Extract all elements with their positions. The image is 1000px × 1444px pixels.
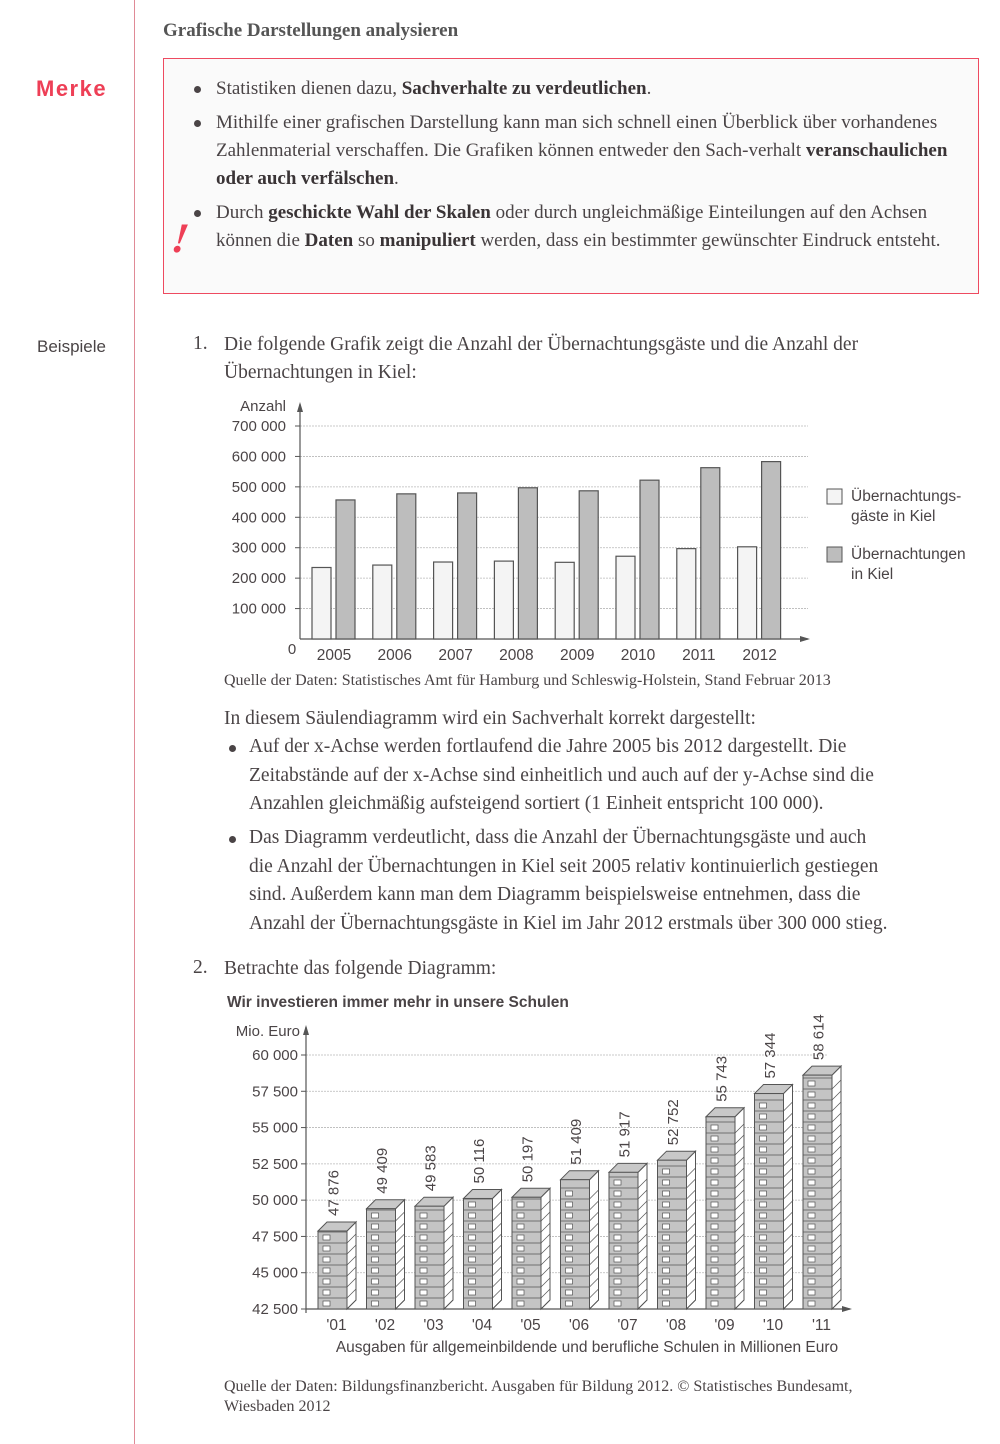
bar-guests (555, 562, 574, 639)
drawer-handle-icon (711, 1301, 718, 1306)
drawer-handle-icon (760, 1103, 767, 1108)
y-tick-label: 52 500 (252, 1155, 298, 1173)
x-tick-label: '09 (714, 1317, 735, 1334)
drawer-handle-icon (566, 1279, 573, 1284)
drawer-handle-icon (469, 1224, 476, 1229)
drawer-handle-icon (614, 1191, 621, 1196)
bar-overnights (640, 480, 659, 639)
y-tick-label: 200 000 (231, 570, 286, 588)
drawer-handle-icon (808, 1114, 815, 1119)
drawer-handle-icon (566, 1235, 573, 1240)
bar-guests (738, 547, 757, 639)
x-tick-label: '02 (374, 1317, 396, 1334)
drawer-handle-icon (760, 1191, 767, 1196)
drawer-handle-icon (566, 1301, 573, 1306)
drawer-handle-icon (663, 1246, 670, 1251)
drawer-handle-icon (760, 1235, 767, 1240)
bar-cabinet (512, 1188, 550, 1309)
bar-cabinet (561, 1171, 599, 1309)
drawer-handle-icon (323, 1290, 330, 1295)
bar-overnights (397, 494, 416, 639)
y-tick-label: 42 500 (252, 1301, 298, 1318)
drawer-handle-icon (420, 1257, 427, 1262)
bar-cabinet (658, 1151, 696, 1309)
text-run: so (353, 230, 380, 251)
bar-front (706, 1117, 735, 1309)
drawer-handle-icon (420, 1235, 427, 1240)
text-run: Durch (216, 202, 269, 223)
drawer-handle-icon (323, 1246, 330, 1251)
drawer-handle-icon (711, 1147, 718, 1152)
drawer-handle-icon (372, 1224, 379, 1229)
bullet-icon (229, 836, 236, 843)
drawer-handle-icon (372, 1246, 379, 1251)
drawer-handle-icon (469, 1202, 476, 1207)
bar-side (832, 1066, 841, 1309)
drawer-handle-icon (420, 1213, 427, 1218)
y-tick-label: 400 000 (231, 509, 286, 527)
bar-side (638, 1163, 647, 1309)
x-tick-label: 2008 (499, 647, 534, 664)
drawer-handle-icon (614, 1235, 621, 1240)
drawer-handle-icon (760, 1158, 767, 1163)
value-label: 57 344 (762, 1032, 779, 1079)
x-tick-label: '06 (568, 1317, 590, 1334)
beispiele-label: Beispiele (37, 337, 106, 356)
drawer-handle-icon (614, 1257, 621, 1262)
drawer-handle-icon (372, 1235, 379, 1240)
legend-label: Übernachtungs- (851, 488, 962, 505)
drawer-handle-icon (566, 1213, 573, 1218)
emphasis-text: manipuliert (379, 230, 476, 251)
bar-guests (494, 561, 513, 639)
drawer-handle-icon (808, 1191, 815, 1196)
drawer-handle-icon (808, 1224, 815, 1229)
x-tick-label: 2011 (682, 647, 716, 664)
drawer-handle-icon (614, 1301, 621, 1306)
drawer-handle-icon (566, 1268, 573, 1273)
drawer-handle-icon (614, 1268, 621, 1273)
value-label: 52 752 (665, 1099, 682, 1146)
x-tick-label: 2007 (438, 647, 473, 664)
bar-cabinet (464, 1189, 502, 1309)
drawer-handle-icon (614, 1246, 621, 1251)
drawer-handle-icon (711, 1202, 718, 1207)
drawer-handle-icon (711, 1268, 718, 1273)
emphasis-text: veranschaulichen oder auch verfälschen (216, 140, 948, 189)
drawer-handle-icon (469, 1290, 476, 1295)
drawer-handle-icon (808, 1279, 815, 1284)
drawer-handle-icon (808, 1169, 815, 1174)
drawer-handle-icon (372, 1290, 379, 1295)
drawer-handle-icon (517, 1268, 524, 1273)
value-label: 49 409 (374, 1147, 391, 1194)
drawer-handle-icon (517, 1213, 524, 1218)
drawer-handle-icon (566, 1202, 573, 1207)
x-tick-label: '07 (617, 1317, 638, 1334)
text-line: die Anzahl der Übernachtungen in Kiel seit 2005 relativ kontinuierlich gestiegen (249, 855, 879, 877)
drawer-handle-icon (711, 1158, 718, 1163)
x-tick-label: '10 (762, 1317, 784, 1334)
drawer-handle-icon (711, 1279, 718, 1284)
drawer-handle-icon (323, 1257, 330, 1262)
drawer-handle-icon (420, 1268, 427, 1273)
example-number: 1. (193, 333, 208, 354)
text-run: . (394, 168, 399, 189)
drawer-handle-icon (614, 1279, 621, 1284)
drawer-handle-icon (517, 1301, 524, 1306)
example2-intro: Betrachte das folgende Diagramm: (224, 958, 497, 979)
drawer-handle-icon (469, 1246, 476, 1251)
x-tick-label: 2006 (377, 647, 413, 664)
drawer-handle-icon (469, 1257, 476, 1262)
x-tick-label: 2005 (316, 647, 352, 664)
drawer-handle-icon (420, 1290, 427, 1295)
x-axis-label: Ausgaben für allgemeinbildende und berufliche Schulen in Millionen Euro (335, 1339, 839, 1356)
bar-cabinet (415, 1197, 453, 1309)
bar-cabinet (367, 1200, 405, 1309)
drawer-handle-icon (760, 1246, 767, 1251)
merke-item (216, 75, 958, 103)
text-run: . (646, 78, 652, 99)
x-axis-arrow-icon (800, 636, 810, 642)
drawer-handle-icon (614, 1202, 621, 1207)
drawer-handle-icon (760, 1268, 767, 1273)
drawer-handle-icon (420, 1301, 427, 1306)
text-line: Das Diagramm verdeutlicht, dass die Anzahl der Übernachtungsgäste und auch (249, 827, 867, 848)
text-line: Auf der x-Achse werden fortlaufend die Jahre 2005 bis 2012 dargestellt. Die (249, 736, 847, 757)
drawer-handle-icon (808, 1158, 815, 1163)
emphasis-text: Daten (304, 230, 354, 251)
drawer-handle-icon (663, 1224, 670, 1229)
drawer-handle-icon (517, 1279, 524, 1284)
text-run: werden, dass ein bestimmter gewünschter Eindruck entsteht. (475, 230, 941, 251)
legend-label: gäste in Kiel (851, 508, 936, 525)
drawer-handle-icon (760, 1202, 767, 1207)
drawer-handle-icon (323, 1301, 330, 1306)
bullet-icon (194, 120, 201, 127)
x-tick-label: '05 (520, 1317, 541, 1334)
drawer-handle-icon (808, 1125, 815, 1130)
value-label: 49 583 (422, 1145, 440, 1192)
drawer-handle-icon (663, 1235, 670, 1240)
bar-front (367, 1209, 396, 1309)
value-label: 50 197 (519, 1136, 537, 1183)
legend-label: in Kiel (851, 566, 894, 583)
drawer-handle-icon (663, 1301, 670, 1306)
drawer-handle-icon (517, 1224, 524, 1229)
bar-overnights (518, 488, 537, 639)
bar-side (541, 1188, 550, 1309)
bar-cabinet (755, 1085, 793, 1309)
bar-front (512, 1197, 541, 1309)
y-tick-label: 57 500 (252, 1083, 298, 1101)
x-tick-label: '04 (471, 1317, 493, 1334)
legend-label: Übernachtungen (851, 546, 966, 563)
drawer-handle-icon (760, 1301, 767, 1306)
drawer-handle-icon (760, 1290, 767, 1295)
drawer-handle-icon (614, 1224, 621, 1229)
drawer-handle-icon (372, 1279, 379, 1284)
text-line: Zeitabstände auf der x-Achse sind einheitlich und auch auf der y-Achse sind die (249, 764, 874, 786)
drawer-handle-icon (711, 1169, 718, 1174)
y-tick-label: 60 000 (252, 1047, 298, 1064)
bar-front (609, 1172, 638, 1309)
x-tick-label: '08 (665, 1317, 687, 1334)
drawer-handle-icon (517, 1202, 524, 1207)
bullet-icon (229, 745, 236, 752)
drawer-handle-icon (566, 1290, 573, 1295)
bar-overnights (701, 468, 720, 639)
drawer-handle-icon (323, 1235, 330, 1240)
analysis-bullet (249, 824, 989, 938)
drawer-handle-icon (420, 1224, 427, 1229)
drawer-handle-icon (566, 1191, 573, 1196)
value-label: 58 614 (810, 1014, 828, 1061)
drawer-handle-icon (372, 1257, 379, 1262)
drawer-handle-icon (663, 1191, 670, 1196)
drawer-handle-icon (808, 1103, 815, 1108)
value-label: 50 116 (471, 1138, 488, 1184)
drawer-handle-icon (760, 1213, 767, 1218)
bar-cabinet (706, 1108, 744, 1309)
drawer-handle-icon (760, 1147, 767, 1152)
y-tick-label: 50 000 (252, 1192, 298, 1210)
drawer-handle-icon (760, 1180, 767, 1185)
drawer-handle-icon (808, 1147, 815, 1152)
merke-item (216, 199, 958, 255)
text-line: Anzahl der Übernachtungsgäste in Kiel im Jahr 2012 erstmals über 300 000 stieg. (249, 912, 888, 934)
bar-overnights (458, 493, 477, 639)
emphasis-text: geschickte Wahl der Skalen (268, 202, 491, 223)
drawer-handle-icon (372, 1268, 379, 1273)
drawer-handle-icon (711, 1224, 718, 1229)
y-tick-label: 45 000 (252, 1264, 298, 1282)
chart-title: Wir investieren immer mehr in unsere Schulen (227, 994, 569, 1011)
value-label: 51 917 (616, 1111, 634, 1158)
drawer-handle-icon (711, 1180, 718, 1185)
bar-guests (373, 565, 392, 639)
drawer-handle-icon (663, 1268, 670, 1273)
drawer-handle-icon (469, 1301, 476, 1306)
x-axis-arrow-icon (842, 1306, 852, 1312)
example1-intro-line2: Übernachtungen in Kiel: (224, 362, 417, 383)
drawer-handle-icon (469, 1235, 476, 1240)
drawer-handle-icon (566, 1224, 573, 1229)
drawer-handle-icon (808, 1235, 815, 1240)
y-tick-label: 47 500 (252, 1228, 298, 1246)
warning-icon: ! (168, 216, 192, 262)
drawer-handle-icon (663, 1202, 670, 1207)
drawer-handle-icon (614, 1213, 621, 1218)
y-tick-label: 55 000 (252, 1119, 298, 1137)
x-tick-label: '01 (326, 1317, 347, 1334)
y-tick-label: 700 000 (231, 418, 286, 435)
bar-overnights (762, 462, 781, 639)
bar-overnights (336, 500, 355, 639)
x-tick-label: '11 (811, 1317, 832, 1334)
text-run: Mithilfe einer grafischen Darstellung kann man sich schnell einen Überblick über vorhandenes Zahlenmaterial verschaffen. Die Grafiken können entweder den Sach-verhalt (216, 112, 938, 161)
example2-source-line1: Quelle der Daten: Bildungsfinanzbericht. Ausgaben für Bildung 2012. © Statistisches Bundesamt, (224, 1378, 853, 1395)
drawer-handle-icon (663, 1279, 670, 1284)
bar-cabinet (803, 1066, 841, 1309)
drawer-handle-icon (808, 1268, 815, 1273)
y-axis-arrow-icon (297, 402, 303, 412)
drawer-handle-icon (663, 1213, 670, 1218)
drawer-handle-icon (663, 1257, 670, 1262)
drawer-handle-icon (711, 1125, 718, 1130)
emphasis-text: Sachverhalte zu verdeutlichen (401, 78, 647, 99)
bar-front (803, 1075, 832, 1309)
bar-guests (677, 549, 696, 639)
drawer-handle-icon (566, 1257, 573, 1262)
drawer-handle-icon (808, 1180, 815, 1185)
example-number: 2. (193, 957, 208, 978)
drawer-handle-icon (372, 1213, 379, 1218)
bar-guests (616, 556, 635, 639)
y-axis-label: Anzahl (240, 398, 286, 415)
y-tick-label: 500 000 (231, 478, 286, 496)
bar-cabinet (609, 1163, 647, 1309)
x-tick-label: '03 (423, 1317, 444, 1334)
drawer-handle-icon (808, 1081, 815, 1086)
drawer-handle-icon (517, 1290, 524, 1295)
example2-source-line2: Wiesbaden 2012 (224, 1398, 331, 1415)
y-axis-label: Mio. Euro (235, 1023, 300, 1040)
drawer-handle-icon (711, 1290, 718, 1295)
y-tick-label: 300 000 (231, 539, 286, 557)
drawer-handle-icon (469, 1213, 476, 1218)
drawer-handle-icon (420, 1279, 427, 1284)
drawer-handle-icon (663, 1169, 670, 1174)
x-tick-label: 2009 (559, 647, 595, 664)
drawer-handle-icon (469, 1279, 476, 1284)
value-label: 47 876 (325, 1170, 343, 1216)
drawer-handle-icon (760, 1169, 767, 1174)
bar-front (415, 1206, 444, 1309)
merke-item (216, 109, 958, 193)
drawer-handle-icon (760, 1224, 767, 1229)
chart-overnight-stays (0, 390, 1000, 670)
drawer-handle-icon (711, 1246, 718, 1251)
text-run: oder durch ungleichmäßige Einteilungen auf den Achsen können die (216, 202, 928, 251)
drawer-handle-icon (469, 1268, 476, 1273)
y-axis-arrow-icon (303, 1025, 309, 1035)
drawer-handle-icon (808, 1136, 815, 1141)
bar-cabinet (318, 1222, 356, 1309)
drawer-handle-icon (808, 1257, 815, 1262)
bar-overnights (579, 491, 598, 639)
text-line: sind. Außerdem kann man dem Diagramm beispielsweise entnehmen, dass die (249, 884, 861, 905)
bar-guests (312, 567, 331, 639)
drawer-handle-icon (323, 1279, 330, 1284)
drawer-handle-icon (614, 1290, 621, 1295)
drawer-handle-icon (711, 1213, 718, 1218)
value-label: 51 409 (568, 1118, 585, 1165)
text-line: Anzahlen gleichmäßig aufsteigend sortiert (1 Einheit entspricht 100 000). (249, 793, 824, 814)
example1-intro-line1: Die folgende Grafik zeigt die Anzahl der Übernachtungsgäste und die Anzahl der (224, 334, 859, 355)
drawer-handle-icon (323, 1268, 330, 1273)
x-tick-label: 2010 (620, 647, 656, 664)
drawer-handle-icon (711, 1191, 718, 1196)
analysis-intro: In diesem Säulendiagramm wird ein Sachverhalt korrekt dargestellt: (224, 708, 756, 729)
drawer-handle-icon (808, 1290, 815, 1295)
drawer-handle-icon (711, 1136, 718, 1141)
drawer-handle-icon (420, 1246, 427, 1251)
drawer-handle-icon (517, 1235, 524, 1240)
chart-school-spending (0, 985, 1000, 1370)
drawer-handle-icon (663, 1180, 670, 1185)
drawer-handle-icon (808, 1092, 815, 1097)
drawer-handle-icon (711, 1257, 718, 1262)
bar-front (755, 1094, 784, 1309)
drawer-handle-icon (711, 1235, 718, 1240)
text-run: Statistiken dienen dazu, (216, 78, 402, 99)
drawer-handle-icon (808, 1202, 815, 1207)
y-tick-label: 100 000 (231, 600, 286, 618)
merke-box (163, 58, 979, 294)
drawer-handle-icon (760, 1257, 767, 1262)
page-title: Grafische Darstellungen analysieren (163, 20, 459, 41)
value-label: 55 743 (713, 1055, 731, 1102)
drawer-handle-icon (517, 1246, 524, 1251)
y-tick-label: 0 (287, 641, 297, 658)
drawer-handle-icon (760, 1136, 767, 1141)
drawer-handle-icon (566, 1246, 573, 1251)
drawer-handle-icon (808, 1246, 815, 1251)
y-tick-label: 600 000 (231, 448, 286, 466)
analysis-bullet (249, 733, 989, 819)
drawer-handle-icon (614, 1180, 621, 1185)
legend-swatch (827, 489, 842, 504)
bullet-icon (194, 210, 201, 217)
drawer-handle-icon (372, 1301, 379, 1306)
bar-side (784, 1085, 793, 1309)
drawer-handle-icon (517, 1257, 524, 1262)
x-tick-label: 2012 (742, 647, 777, 664)
drawer-handle-icon (808, 1301, 815, 1306)
drawer-handle-icon (760, 1125, 767, 1130)
bullet-icon (194, 86, 201, 93)
drawer-handle-icon (760, 1279, 767, 1284)
drawer-handle-icon (663, 1290, 670, 1295)
drawer-handle-icon (760, 1114, 767, 1119)
example1-source: Quelle der Daten: Statistisches Amt für Hamburg und Schleswig-Holstein, Stand Februar 2013 (224, 672, 831, 689)
drawer-handle-icon (808, 1213, 815, 1218)
merke-label: Merke (36, 76, 108, 101)
bar-guests (434, 562, 453, 639)
legend-swatch (827, 547, 842, 562)
